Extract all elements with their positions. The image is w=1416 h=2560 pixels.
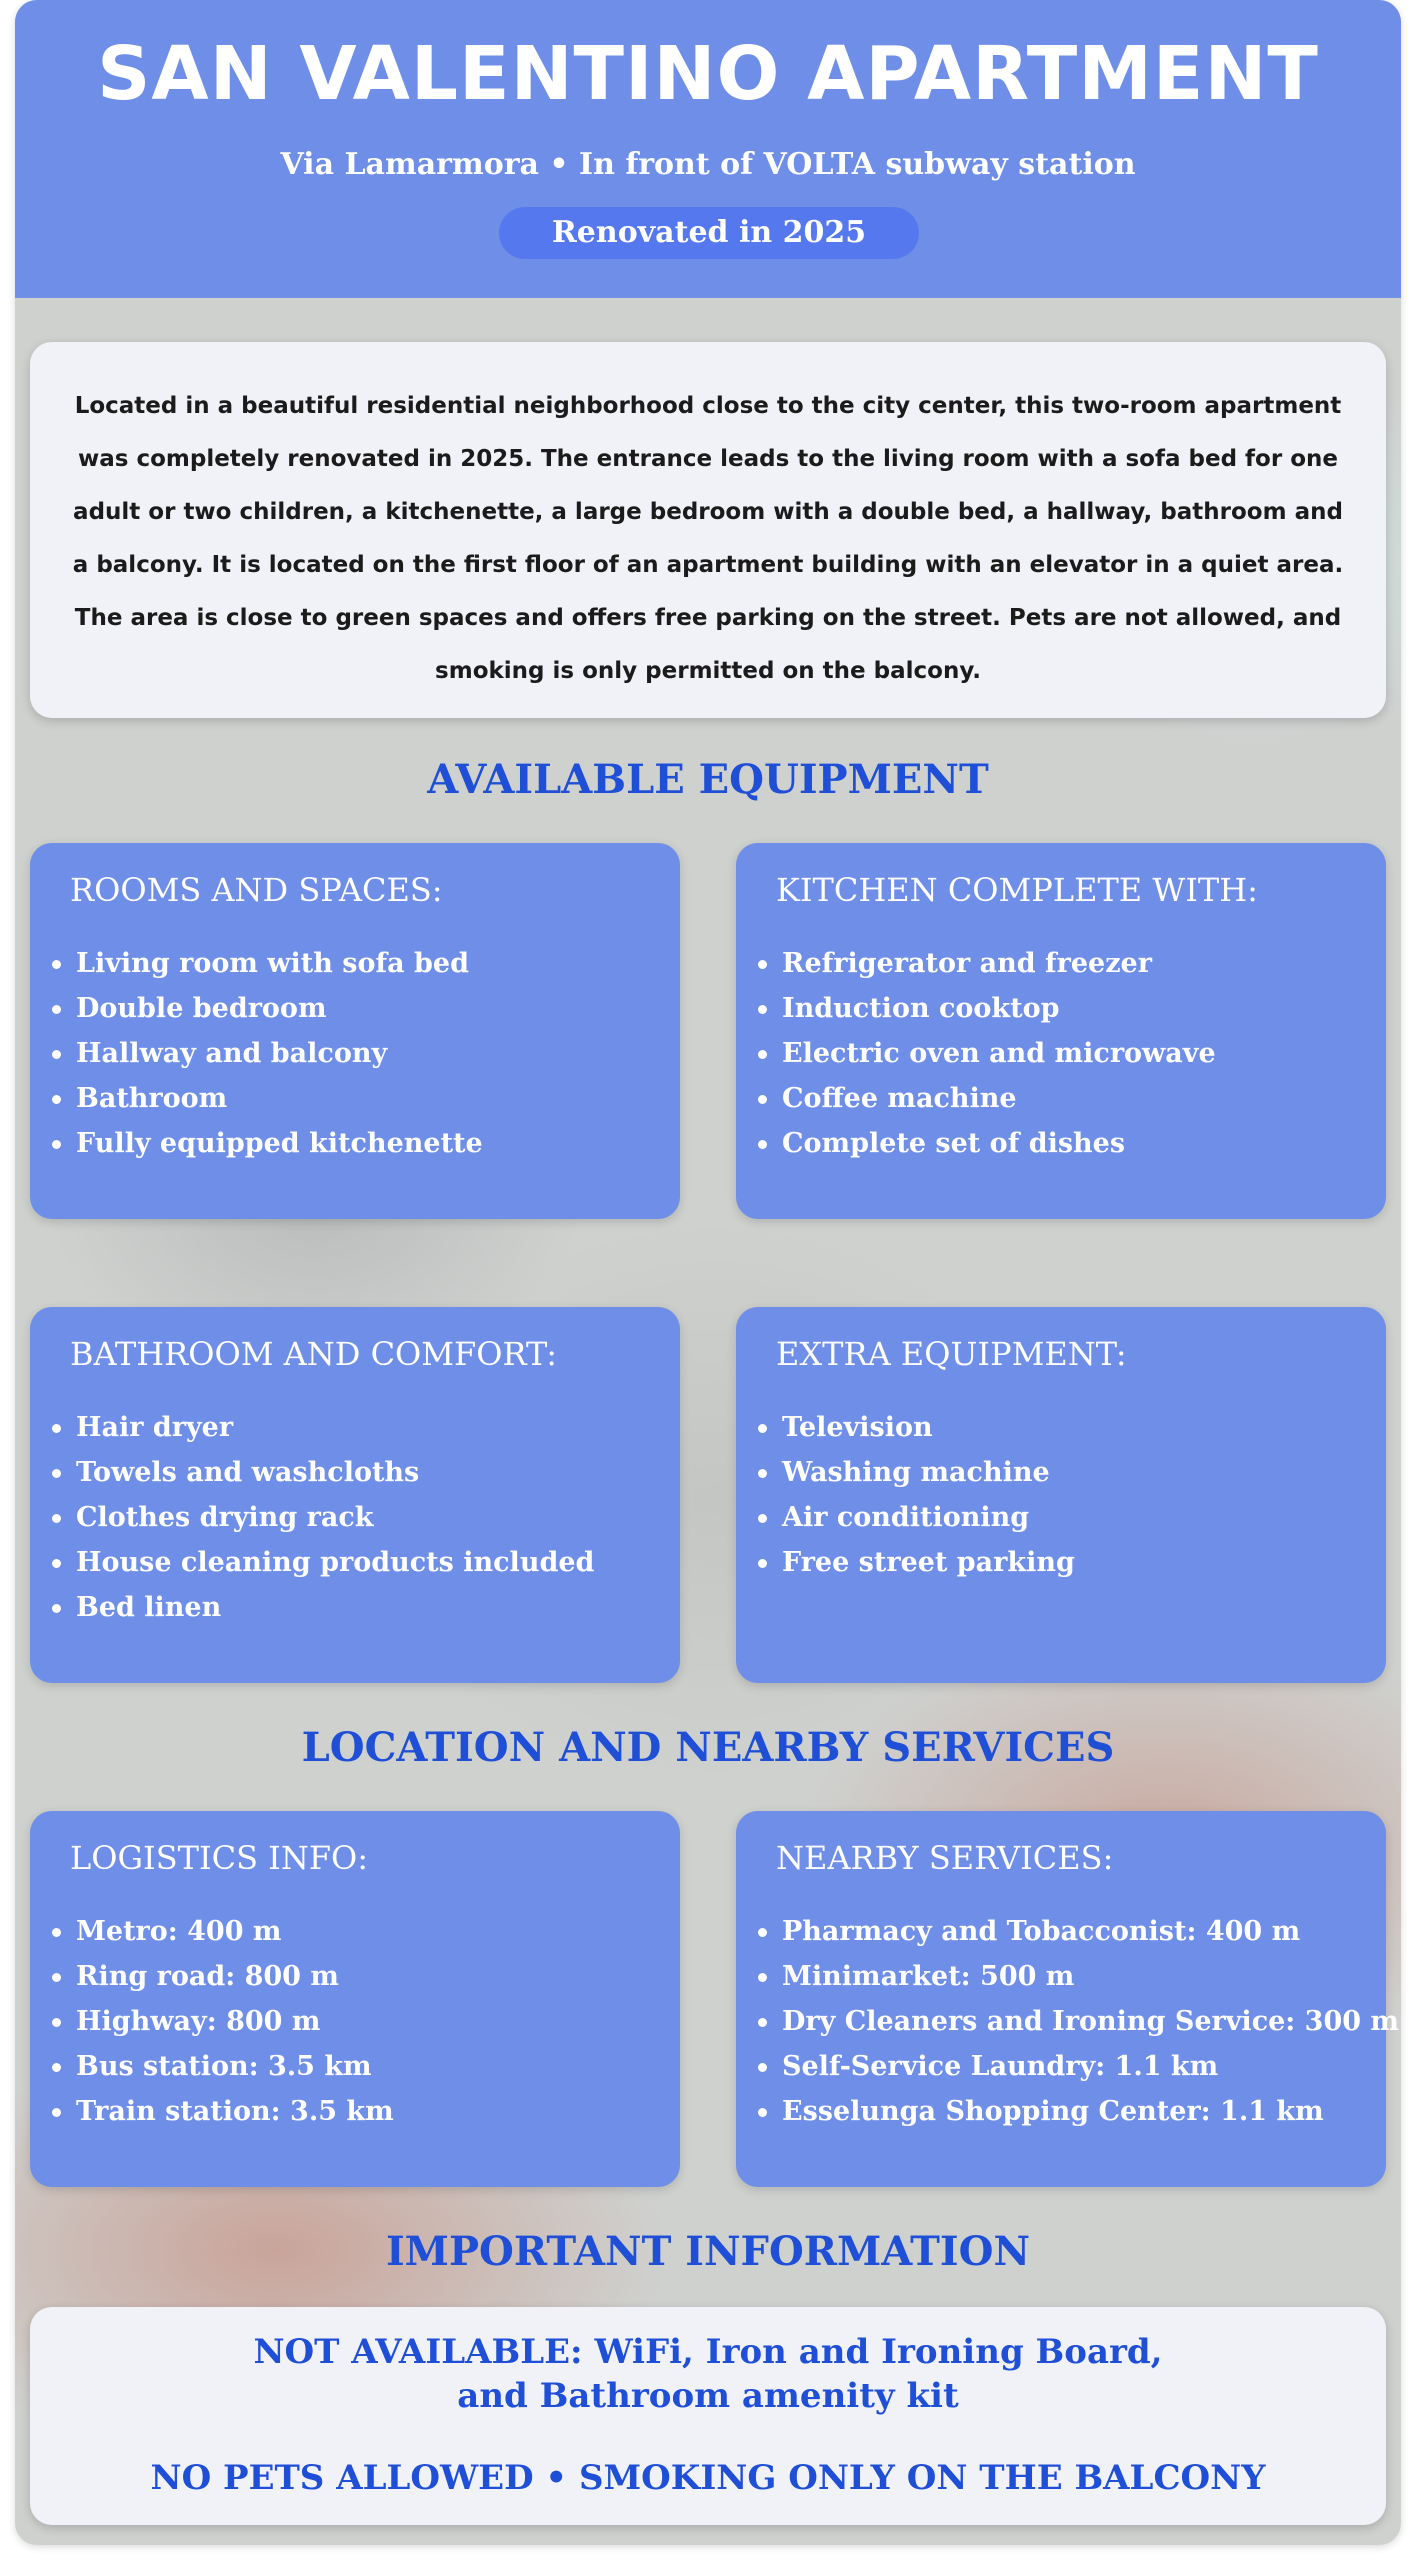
rooms-card-title: ROOMS AND SPACES:	[70, 871, 443, 909]
list-item: Free street parking	[754, 1540, 1075, 1585]
list-item: Hallway and balcony	[48, 1031, 483, 1076]
bathroom-list	[48, 1405, 594, 1630]
list-item: Air conditioning	[754, 1495, 1075, 1540]
list-item: Living room with sofa bed	[48, 941, 483, 986]
flyer	[15, 0, 1401, 2545]
list-item: Towels and washcloths	[48, 1450, 594, 1495]
important-card	[30, 2307, 1386, 2525]
list-item: Bathroom	[48, 1076, 483, 1121]
list-item: Minimarket: 500 m	[754, 1954, 1399, 1999]
list-item: Esselunga Shopping Center: 1.1 km	[754, 2089, 1399, 2134]
header-banner	[15, 0, 1401, 298]
extra-card-title: EXTRA EQUIPMENT:	[776, 1335, 1127, 1373]
list-item: Double bedroom	[48, 986, 483, 1031]
page-title: SAN VALENTINO APARTMENT	[97, 31, 1319, 117]
list-item: Bus station: 3.5 km	[48, 2044, 394, 2089]
logistics-card-title: LOGISTICS INFO:	[70, 1839, 369, 1877]
rooms-card	[30, 843, 680, 1219]
extra-card	[736, 1307, 1386, 1683]
list-item: Highway: 800 m	[48, 1999, 394, 2044]
bathroom-card-title: BATHROOM AND COMFORT:	[70, 1335, 557, 1373]
list-item: Dry Cleaners and Ironing Service: 300 m	[754, 1999, 1399, 2044]
list-item: Electric oven and microwave	[754, 1031, 1216, 1076]
kitchen-list	[754, 941, 1216, 1166]
rooms-list	[48, 941, 483, 1166]
list-item: Bed linen	[48, 1585, 594, 1630]
address-subtitle: Via Lamarmora • In front of VOLTA subway station	[280, 147, 1136, 182]
logistics-card	[30, 1811, 680, 2187]
list-item: Ring road: 800 m	[48, 1954, 394, 1999]
house-rules: NO PETS ALLOWED • SMOKING ONLY ON THE BALCONY	[150, 2458, 1266, 2498]
list-item: Induction cooktop	[754, 986, 1216, 1031]
list-item: Complete set of dishes	[754, 1121, 1216, 1166]
list-item: Coffee machine	[754, 1076, 1216, 1121]
list-item: Hair dryer	[48, 1405, 594, 1450]
kitchen-card	[736, 843, 1386, 1219]
list-item: Television	[754, 1405, 1075, 1450]
services-list	[754, 1909, 1399, 2134]
description-text: Located in a beautiful residential neighborhood close to the city center, this two-room apartment was completely renovated in 2025. The entrance leads to the living room with a sofa bed for one adult or two children, a kitchenette, a large bedroom with a double bed, a hallway, bathroom and a balcony. It is located on the first floor of an apartment building with an elevator in a quiet area. The area is close to green spaces and offers free parking on the street. Pets are not allowed, and smoking is only permitted on the balcony.	[72, 393, 1344, 684]
list-item: Pharmacy and Tobacconist: 400 m	[754, 1909, 1399, 1954]
list-item: Train station: 3.5 km	[48, 2089, 394, 2134]
list-item: Self-Service Laundry: 1.1 km	[754, 2044, 1399, 2089]
list-item: Fully equipped kitchenette	[48, 1121, 483, 1166]
important-heading: IMPORTANT INFORMATION	[385, 2228, 1031, 2275]
list-item: Washing machine	[754, 1450, 1075, 1495]
list-item: Refrigerator and freezer	[754, 941, 1216, 986]
services-card	[736, 1811, 1400, 2187]
services-card-title: NEARBY SERVICES:	[776, 1839, 1114, 1877]
kitchen-card-title: KITCHEN COMPLETE WITH:	[776, 871, 1258, 909]
logistics-list	[48, 1909, 394, 2134]
bathroom-card	[30, 1307, 680, 1683]
extra-list	[754, 1405, 1075, 1585]
description-card	[30, 342, 1386, 718]
location-heading: LOCATION AND NEARBY SERVICES	[301, 1724, 1115, 1771]
list-item: Metro: 400 m	[48, 1909, 394, 1954]
not-available-line-1: NOT AVAILABLE: WiFi, Iron and Ironing Board,	[253, 2332, 1163, 2372]
not-available-line-2: and Bathroom amenity kit	[457, 2376, 959, 2416]
equipment-heading: AVAILABLE EQUIPMENT	[427, 756, 989, 803]
renovated-badge: Renovated in 2025	[499, 207, 919, 259]
list-item: Clothes drying rack	[48, 1495, 594, 1540]
list-item: House cleaning products included	[48, 1540, 594, 1585]
